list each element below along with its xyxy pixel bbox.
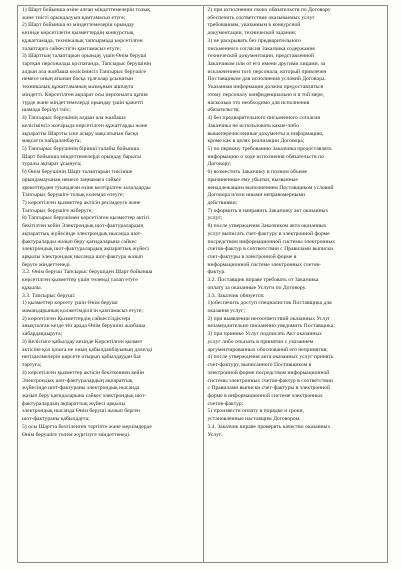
text-line: және тиісті орындалуын қамтамасыз етуге; (22, 14, 126, 21)
text-line: 7) көрсетілген қызметтер актісін ресімдеуге және (22, 199, 141, 206)
text-line: 2) Шарт бойынша өз міндеттемелерін орындау (22, 22, 135, 29)
text-line: 8) после утверждения Заказчиком акта оказанных (207, 223, 327, 230)
text-line: 1) қызметтер көрсету үшін Өнім беруші (22, 300, 118, 307)
text-line: техникалық құжаттаманың мазмұнын ашпауға (22, 84, 134, 91)
text-line: 1)обеспечить доступ специалистов Поставщика для (207, 300, 332, 307)
text-line: негізделмелерін көрсете отырып қабылдаудан бас (22, 354, 142, 361)
text-line: Өнім берушіге төлем жүргізуге міндеттенеді. (22, 431, 131, 438)
text-line: міндетті. Көрсетілген ақпарат осы персоналға құпия (22, 91, 148, 98)
bilingual-contract-table (17, 5, 388, 563)
text-line: алдын ала жазбаша келісімінсіз Тапсырыс берушіге (22, 68, 146, 75)
text-line: жүйесінде шот-фактураны электрондық нысанда (22, 385, 140, 392)
text-line: Поставщиком для исполнения условий Договора. (207, 76, 326, 83)
text-line: электрондық шот-фактуралардың ақпараттық жүйесі (22, 246, 149, 253)
text-line: 1) Шарт бойынша өзіне алған міндеттемелерін толық (22, 7, 150, 13)
text-line: Тапсырыс берушіге толық көлемде өтеуге; (22, 192, 124, 199)
text-line: счетов-фактур; (207, 400, 244, 407)
text-line: услуг выписать счет-фактуру в электронной форме (207, 230, 330, 237)
text-line: құқылы. (22, 284, 43, 291)
text-line: причиненные ему убытки, вызванные (207, 176, 298, 183)
text-line: Договору; (207, 161, 232, 168)
text-line: электрондық нысанда Өнім беруші жазып берген (22, 408, 141, 415)
text-line: оплату за оказанные Услуги по Договору. (207, 284, 307, 291)
text-line: 4) без предварительного письменного согласия (207, 115, 321, 122)
text-line: 5) Тапсырыс берушінің бірінші талабы бойынша (22, 145, 139, 152)
text-line: информационной системе электронных счетов- (207, 261, 321, 268)
text-line: 4) көрсетілген қызметтер актісін бекіткеннен кейін (22, 369, 145, 376)
text-line: счет-фактуру, выписанного Поставщиком в (207, 362, 312, 369)
text-line: фактураларды жазып беру қағидаларына сәйкес (22, 238, 137, 245)
text-line: орындамауынан немесе заңнамаға сәйкес (22, 176, 122, 183)
text-line: оказания услуг; (207, 308, 245, 315)
text-line: услуг либо отказать в принятии с указанием (207, 338, 314, 345)
text-line: незамедлительно письменно уведомить Поставщика; (207, 323, 335, 330)
text-line: мақсатта пайдаланбауға; (22, 138, 81, 145)
text-line: шот-фактураны қабылдауға; (22, 416, 90, 423)
text-line: 5) по первому требованию Заказчика предоставлять (207, 145, 332, 152)
text-line: 3) Келісімге қабылдау кезінде Көрсетілген қызмет (22, 338, 143, 345)
text-line: келісімінсіз жоғарыда көрсетілген құжаттарды және (22, 122, 148, 129)
text-line: 8) Тапсырыс берушімен көрсетілген қызметтер актісі (22, 215, 150, 222)
text-line: немесе оның атынан басқа тұлғалар ұсынатын (22, 76, 134, 83)
text-line: ақпараттық жүйесінде электрондық нысанда шот- (22, 230, 142, 237)
text-line: әрекеттерден туындаған өзіне келтірілген залалдарды (22, 184, 151, 191)
text-line: хабардандыруға; (22, 331, 63, 338)
text-line: 6) Өнім берушінің Шарт талаптарын тиісінше (22, 169, 133, 176)
text-line: 3) Шарттың талаптарын орындау үшін Өнім беруші (22, 53, 147, 60)
text-line: 5) произвести оплату в порядке и сроки, (207, 408, 304, 415)
text-line: мамандарының қолжетімділігін қамтамасыз етуге; (22, 308, 143, 315)
text-line: түрде және міндеттемелерді орындау үшін қажетті (22, 99, 144, 106)
text-line: құжаттамада, техникалық тапсырмада көрсетілген (22, 37, 143, 44)
text-line: Заказчика не использовать какие-либо (207, 122, 299, 129)
text-line: 4) Тапсырыс берушінің алдын ала жазбаша (22, 115, 126, 122)
text-line: информацию о ходе исполнения обязательств по (207, 153, 324, 160)
text-line: 2) при исполнении своих обязательств по Договору (207, 7, 331, 13)
text-line: актісіне қол қоюға не оның қабылданбауының дәлелді (22, 346, 153, 353)
kazakh-text-column (18, 6, 203, 562)
text-line: кроме как в целях реализации Договора; (207, 138, 305, 145)
text-line: талаптарға сәйкестігін қамтамасыз етуге; (22, 45, 121, 52)
text-line: аргументированных обоснований его непринятия; (207, 346, 328, 353)
text-line: 3.3. Тапсырыс беруші: (22, 292, 76, 299)
text-line: действиями; (207, 199, 238, 206)
text-line: счет-фактуры в электронной форме в (207, 254, 297, 260)
text-line: обеспечить соответствие оказываемых услуг (207, 14, 315, 21)
text-line: фактуралардың ақпараттық жүйесі арқылы (22, 400, 126, 407)
text-line: 3.4. Заказчик вправе проверять качество оказанных (207, 423, 331, 430)
text-line: жазып беру қағидаларына сәйкес электрондық шот- (22, 392, 147, 399)
text-line: этому персоналу конфиденциально и в той мере, (207, 91, 325, 98)
text-line: письменного согласия Заказчика содержание (207, 45, 315, 52)
text-line: 5) осы Шартта белгіленген тәртіпте және мерзімдерде (22, 423, 152, 430)
text-line: 3.2. Поставщик вправе требовать от Заказчика (207, 277, 319, 284)
text-line: кезінде көрсетілетін қызметтердің конкурстық (22, 30, 134, 37)
text-line: требованиям, указанным в конкурсной (207, 22, 301, 29)
text-line: 7) оформить и направить Заказчику акт оказанных (207, 207, 329, 214)
text-line: арқылы электрондық нысанда шот-фактура жазып (22, 254, 143, 260)
text-line: системы электронных счетов-фактур в соответствии (207, 377, 333, 384)
text-line: ақпаратты Шартты іске асыру мақсатынан басқа (22, 130, 139, 137)
text-line: счетов-фактур в соответствии с Правилами выписки (207, 246, 334, 253)
text-line: насколько это необходимо для исполнения (207, 99, 310, 106)
text-line: 3.2. Өнім беруші Тапсырыс берушіден Шарт бойынша (22, 269, 153, 276)
text-line: Указанная информация должна предоставляться (207, 84, 324, 91)
text-line: 3.3. Заказчик обязуется: (207, 292, 265, 299)
text-line: услуг; (207, 215, 223, 222)
text-line: Договора и/или иными неправомерными (207, 192, 306, 199)
text-line: Электрондық шот-фактуралардың ақпараттық (22, 377, 133, 384)
text-line: установленные настоящим Договором. (207, 416, 301, 423)
text-line: 2) при выявлении несоответствий оказанных Услуг (207, 315, 331, 322)
text-line: Заказчиком или от его имени другими лицами, за (207, 61, 326, 68)
text-line: электронной форме посредством информационной (207, 369, 330, 376)
text-line: исключением того персонала, который привлечен (207, 68, 327, 75)
text-line: 3) не раскрывать без предварительного (207, 37, 301, 44)
text-line: Шарт бойынша міндеттемелерді орындау барысы (22, 153, 142, 160)
text-line: 6) возместить Заказчику в полном объеме (207, 169, 308, 176)
text-line: 4) после утверждения акта оказанных услуг принять (207, 354, 334, 361)
text-line: анықталған кезде тез арада Өнім берушіні жазбаша (22, 323, 146, 330)
text-line: тартуға; (22, 362, 42, 369)
text-line: шамада берілуі тиіс; (22, 107, 71, 114)
text-line: 3) при приемке Услуг подписать Акт оказанных (207, 331, 322, 338)
text-line: Услуг. (207, 431, 222, 438)
text-line: посредством информационной системы электронных (207, 238, 336, 245)
text-line: бекітілген кейін Электрондық шот-фактуралардың (22, 223, 144, 230)
text-line: документации, технической задании; (207, 30, 297, 37)
text-line: беруге міндеттенеді. (22, 261, 72, 268)
russian-text-column (203, 6, 388, 562)
text-line: форме в информационной системе электронных (207, 392, 323, 399)
text-line: 2) көрсетілген Қызметтердің сәйкессіздіктері (22, 315, 131, 322)
text-line: обязательств; (207, 107, 240, 114)
text-line: туралы ақпарат ұсынуға; (22, 161, 82, 168)
text-line: ненадлежащим выполнением Поставщиком условий (207, 184, 334, 191)
text-line: көрсетілген қызметтер үшін төлемді талап етуге (22, 277, 138, 284)
text-line: с Правилами выписки счет-фактуры в электронной (207, 385, 330, 392)
text-line: вышеперечисленные документы и информацию, (207, 130, 324, 137)
text-line: технической документации, представленной (207, 53, 315, 60)
text-line: Тапсырыс берушіге жіберуге; (22, 207, 93, 214)
text-line: фактур. (207, 269, 226, 276)
text-line: тартқан персоналды қоспағанда, Тапсырыс берушінің (22, 61, 152, 68)
